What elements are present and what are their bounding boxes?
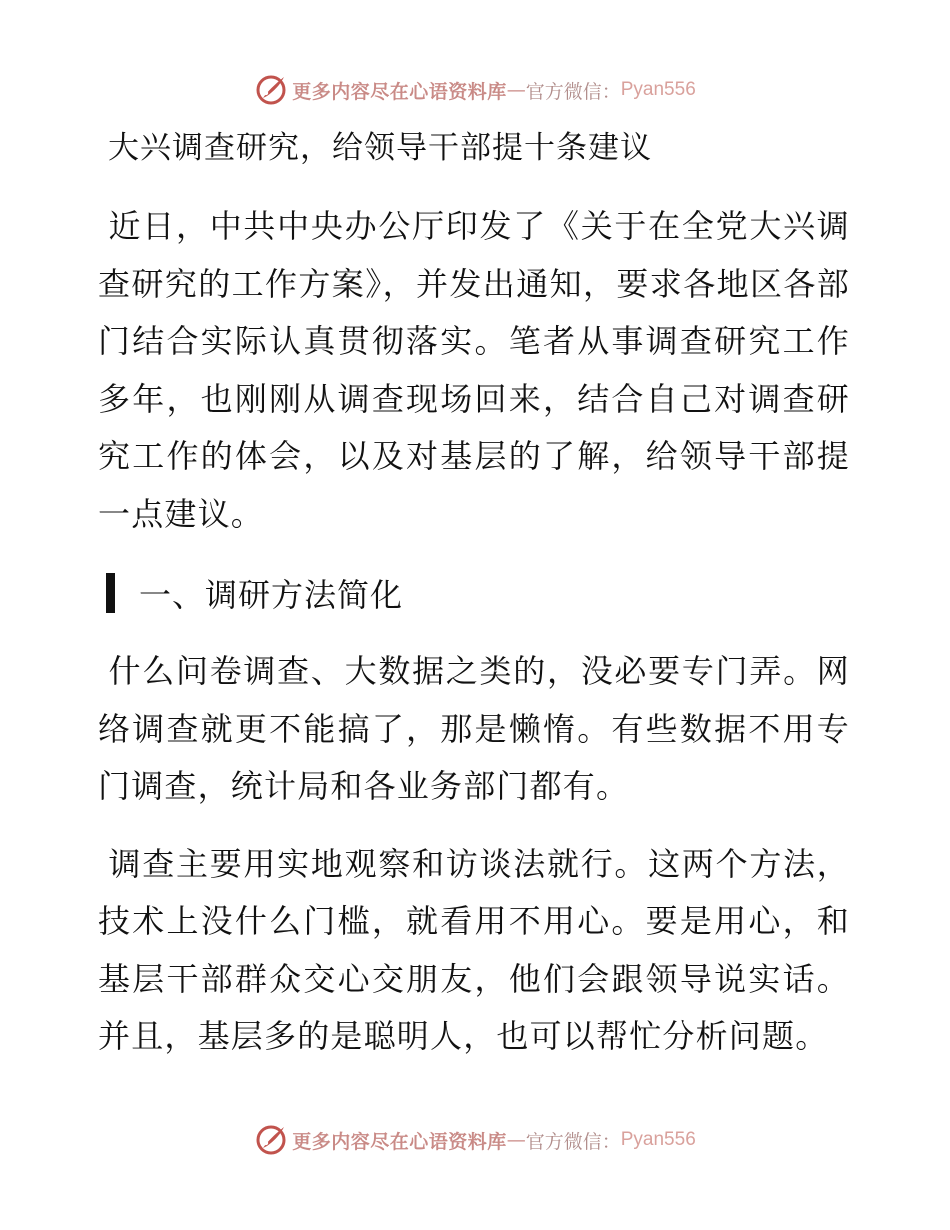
watermark-wechat-label: 官方微信： bbox=[525, 80, 621, 103]
watermark-wechat-id: Pyan556 bbox=[620, 79, 696, 100]
intro-paragraph bbox=[98, 198, 850, 543]
watermark-wechat-label: 官方微信： bbox=[525, 1130, 621, 1153]
section1-paragraph-1 bbox=[98, 643, 850, 816]
document-body bbox=[98, 120, 850, 1086]
intro-text: 近日，中共中央办公厅印发了《关于在全党大兴调查研究的工作方案》，并发出通知，要求各地区各部门结合实际认真贯彻落实。笔者从事调查研究工作多年，也刚刚从调查现场回来，结合自己对调查研究工作的体会，以及对基层的了解，给领导干部提一点建议。 bbox=[98, 207, 850, 533]
quill-circle-logo-icon bbox=[254, 73, 288, 107]
footer-watermark bbox=[0, 1120, 950, 1160]
section-heading-text: 一、调研方法简化 bbox=[139, 576, 404, 614]
quill-circle-logo-icon bbox=[254, 1123, 288, 1157]
header-watermark bbox=[0, 70, 950, 110]
watermark-wechat-id: Pyan556 bbox=[620, 1129, 696, 1150]
section1-paragraph-2 bbox=[98, 836, 850, 1066]
watermark-main-text: 更多内容尽在心语资料库 bbox=[292, 80, 507, 103]
section-marker-bar bbox=[106, 573, 115, 613]
section-heading-1 bbox=[98, 563, 850, 623]
section1-paragraph-2-text: 调查主要用实地观察和访谈法就行。这两个方法，技术上没什么门槛，就看用不用心。要是用心，和基层干部群众交心交朋友，他们会跟领导说实话。并且，基层多的是聪明人，也可以帮忙分析问题。 bbox=[98, 844, 850, 1055]
watermark-dash: — bbox=[506, 79, 526, 101]
watermark-dash: — bbox=[506, 1129, 526, 1151]
section1-paragraph-1-text: 什么问卷调查、大数据之类的，没必要专门弄。网络调查就更不能搞了，那是懒惰。有些数据不用专门调查，统计局和各业务部门都有。 bbox=[98, 652, 850, 805]
document-title: 大兴调查研究，给领导干部提十条建议 bbox=[108, 130, 652, 166]
watermark-main-text: 更多内容尽在心语资料库 bbox=[292, 1130, 507, 1153]
